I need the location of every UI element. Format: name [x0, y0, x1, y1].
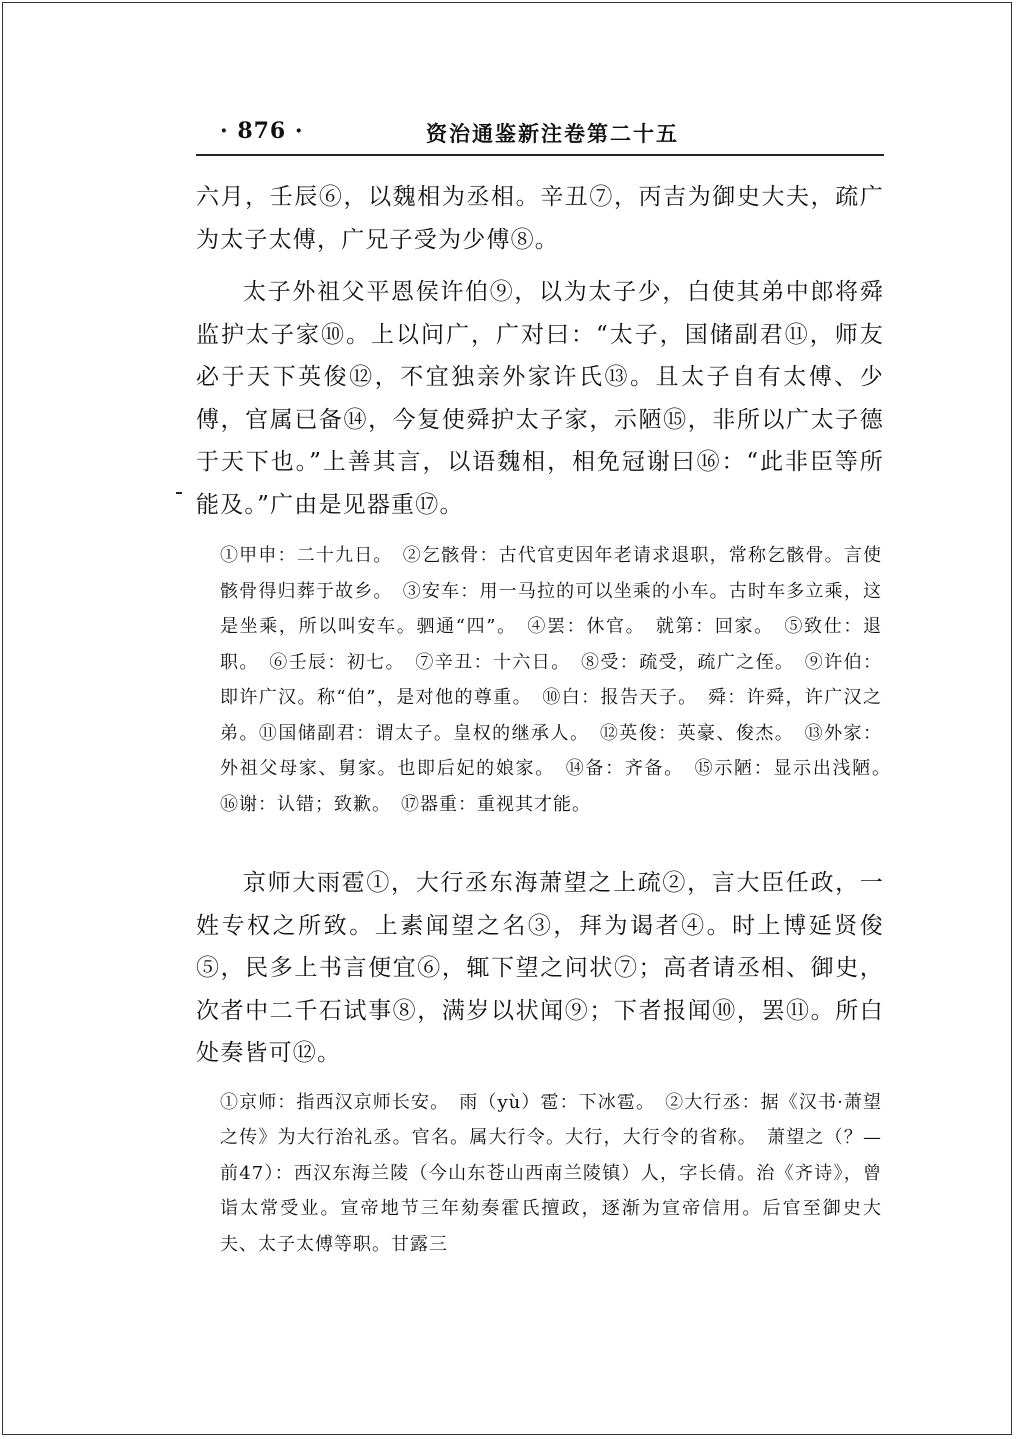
page-header — [196, 108, 884, 156]
section-gap — [196, 822, 884, 862]
running-title: 资治通鉴新注卷第二十五 — [426, 121, 679, 146]
footnotes-1: ①甲申：二十九日。 ②乞骸骨：古代官吏因年老请求退职，常称乞骸骨。言使骸骨得归葬于故乡。 ③安车：用一马拉的可以坐乘的小车。古时车多立乘，这是坐乘，所以叫安车。驷通“四”。 ④罢：休官。 就第：回家。 ⑤致仕：退职。 ⑥壬辰：初七。 ⑦辛丑：十六日。 ⑧受：疏受，疏广之侄。 ⑨许伯：即许广汉。称“伯”，是对他的尊重。 ⑩白：报告天子。 舜：许舜，许广汉之弟。⑪国储副君：谓太子。皇权的继承人。 ⑫英俊：英豪、俊杰。 ⑬外家：外祖父母家、舅家。也即后妃的娘家。 ⑭备：齐备。 ⑮示陋：显示出浅陋。 ⑯谢：认错；致歉。 ⑰器重：重视其才能。 — [220, 545, 901, 815]
paragraph-1: 六月，壬辰⑥，以魏相为丞相。辛丑⑦，丙吉为御史大夫，疏广为太子太傅，广兄子受为少傅⑧。 — [196, 184, 884, 253]
book-page — [196, 108, 901, 1262]
paragraph-2: 太子外祖父平恩侯许伯⑨，以为太子少，白使其弟中郎将舜监护太子家⑩。上以问广，广对曰：“太子，国储副君⑪，师友必于天下英俊⑫，不宜独亲外家许氏⑬。且太子自有太傅、少傅，官属已备⑭，今复使舜护太子家，示陋⑮，非所以广太子德于天下也。”上善其言，以语魏相，相免冠谢曰⑯：“此非臣等所能及。”广由是见器重⑰。 — [196, 279, 884, 518]
footnotes-2: ①京师：指西汉京师长安。 雨（yù）雹：下冰雹。 ②大行丞：据《汉书·萧望之传》为大行治礼丞。官名。属大行令。大行，大行令的省称。 萧望之（？—前47）：西汉东海兰陵（今山东苍山西南兰陵镇）人，字长倩。治《齐诗》，曾诣太常受业。宣帝地节三年劾奏霍氏擅政，逐渐为宣帝信用。后官至御史大夫、太子太傅等职。甘露三 — [220, 1091, 882, 1255]
paragraph-3: 京师大雨雹①，大行丞东海萧望之上疏②，言大臣任政，一姓专权之所致。上素闻望之名③，拜为谒者④。时上博延贤俊⑤，民多上书言便宜⑥，辄下望之问状⑦；高者请丞相、御史，次者中二千石试事⑧，满岁以状闻⑨；下者报闻⑩，罢⑪。所白处奏皆可⑫。 — [196, 870, 884, 1066]
page-number: · 876 · — [220, 118, 304, 144]
scan-mark — [176, 492, 182, 494]
